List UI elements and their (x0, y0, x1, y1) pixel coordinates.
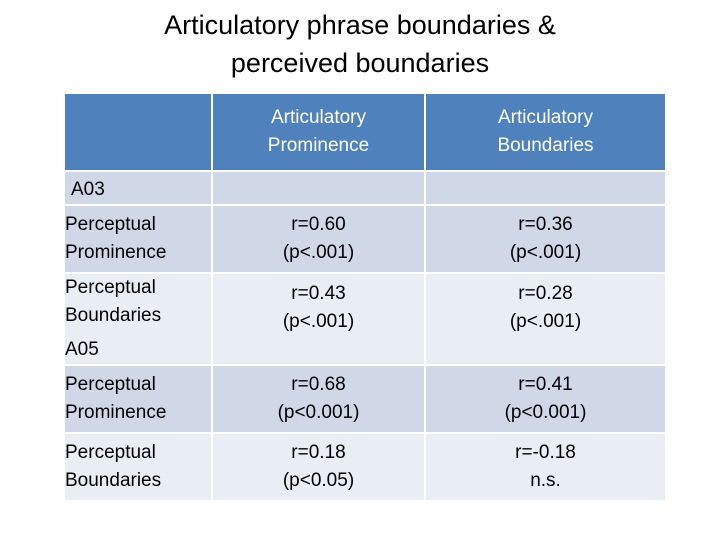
group-label-a05: A05 (65, 339, 99, 360)
title-line-2: perceived boundaries (230, 48, 490, 78)
group-empty-cell (426, 172, 665, 206)
table-row (65, 366, 665, 434)
cell-value: r=0.28 (p<.001) (426, 274, 665, 366)
row-label: Perceptual Boundaries (65, 434, 213, 502)
group-row-a03 (65, 172, 665, 206)
cell-value: r=-0.18 n.s. (426, 434, 665, 502)
cell-value: r=0.36 (p<.001) (426, 206, 665, 274)
cell-value: r=0.43 (p<.001) (213, 274, 426, 366)
row-label: Perceptual Prominence (65, 366, 213, 434)
cell-value: r=0.18 (p<0.05) (213, 434, 426, 502)
row-label: Perceptual Prominence (65, 206, 213, 274)
header-articulatory-boundaries: Articulatory Boundaries (426, 94, 665, 172)
slide-title (60, 6, 660, 82)
correlation-table (65, 94, 665, 502)
group-label-a03: A03 (65, 172, 213, 206)
table-header-row (65, 94, 665, 172)
header-corner-cell (65, 94, 213, 172)
group-empty-cell (213, 172, 426, 206)
table-row (65, 206, 665, 274)
header-articulatory-prominence: Articulatory Prominence (213, 94, 426, 172)
row-label: Perceptual Boundaries A05 (65, 274, 213, 366)
cell-value: r=0.60 (p<.001) (213, 206, 426, 274)
table-row (65, 434, 665, 502)
cell-value: r=0.41 (p<0.001) (426, 366, 665, 434)
cell-value: r=0.68 (p<0.001) (213, 366, 426, 434)
title-line-1: Articulatory phrase boundaries & (164, 10, 556, 40)
table-row (65, 274, 665, 366)
